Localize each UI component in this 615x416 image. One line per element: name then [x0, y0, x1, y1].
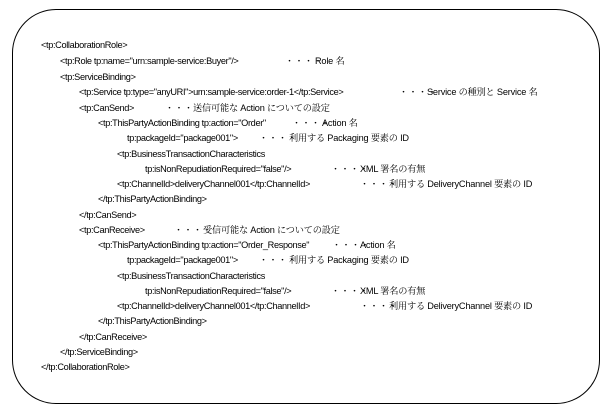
code-line: [98, 239, 396, 251]
annotation-text: 利用する Packaging 要素の ID: [289, 255, 409, 265]
code-text: </tp:CollaborationRole>: [41, 362, 130, 372]
code-text: <tp:Role tp:name="urn:sample-service:Buyer"/>: [60, 56, 239, 66]
leader-dots: ・・・・: [259, 133, 298, 143]
leader-dots: ・・・・: [259, 255, 298, 265]
annotation-text: 受信可能な Action についての設定: [203, 225, 340, 235]
code-line: [79, 102, 330, 114]
code-text: <tp:ChannelId>deliveryChannel001</tp:ChannelId>: [117, 179, 310, 189]
code-line: [79, 331, 147, 343]
code-line: [41, 39, 127, 51]
annotation-text: 利用する DeliveryChannel 要素の ID: [389, 179, 533, 189]
code-text: tp:packageId="package001">: [127, 255, 238, 265]
leader-dots: ・・・・: [331, 286, 370, 296]
annotation-text: Service の種別と Service 名: [427, 87, 538, 97]
code-text: <tp:CanSend>: [79, 103, 135, 113]
leader-dots: ・・・・: [331, 164, 370, 174]
code-line: [117, 270, 265, 282]
code-text: </tp:CanSend>: [79, 210, 137, 220]
annotation-text: 利用する DeliveryChannel 要素の ID: [389, 301, 533, 311]
code-line: [60, 71, 136, 83]
code-line: [98, 315, 207, 327]
code-line: [145, 285, 426, 297]
annotation-text: 利用する Packaging 要素の ID: [289, 133, 409, 143]
code-line: [79, 224, 340, 236]
code-line: [117, 178, 533, 190]
annotation-text: XML 署名の有無: [360, 286, 426, 296]
annotation-text: 送信可能な Action についての設定: [193, 103, 330, 113]
code-text: <tp:ThisPartyActionBinding tp:action="Order_Response": [98, 240, 310, 250]
code-text: </tp:ThisPartyActionBinding>: [98, 194, 207, 204]
code-line: [41, 361, 129, 373]
code-text: </tp:CanReceive>: [79, 332, 147, 342]
code-text: <tp:Service tp:type="anyURI">urn:sample-service:order-1</tp:Service>: [79, 87, 344, 97]
code-text: <tp:CanReceive>: [79, 225, 145, 235]
code-text: <tp:ServiceBinding>: [60, 72, 136, 82]
leader-dots: ・・・・: [360, 179, 399, 189]
rounded-frame: [12, 9, 600, 404]
code-text: <tp:BusinessTransactionCharacteristics: [117, 149, 265, 159]
code-line: [127, 132, 409, 144]
code-line: [127, 254, 409, 266]
leader-dots: ・・・・: [332, 240, 371, 250]
code-text: tp:isNonRepudiationRequired="false"/>: [145, 286, 292, 296]
leader-dots: ・・・・: [285, 56, 324, 66]
code-text: <tp:BusinessTransactionCharacteristics: [117, 271, 265, 281]
code-text: tp:isNonRepudiationRequired="false"/>: [145, 164, 292, 174]
annotation-text: Action 名: [322, 118, 358, 128]
code-line: [117, 300, 533, 312]
leader-dots: ・・・・: [399, 87, 438, 97]
leader-dots: ・・・・: [360, 301, 399, 311]
code-line: [79, 209, 136, 221]
leader-dots: ・・・・: [292, 118, 331, 128]
code-line: [145, 163, 426, 175]
code-line: [79, 86, 538, 98]
code-text: tp:packageId="package001">: [127, 133, 238, 143]
code-line: [98, 117, 358, 129]
code-text: </tp:ThisPartyActionBinding>: [98, 316, 207, 326]
annotation-text: Role 名: [315, 56, 345, 66]
leader-dots: ・・・・: [174, 225, 213, 235]
code-text: </tp:ServiceBinding>: [60, 347, 138, 357]
annotation-text: Action 名: [360, 240, 396, 250]
annotation-text: XML 署名の有無: [360, 164, 426, 174]
code-line: [60, 346, 138, 358]
code-line: [117, 148, 265, 160]
code-text: <tp:CollaborationRole>: [41, 40, 128, 50]
leader-dots: ・・・・: [165, 103, 204, 113]
code-line: [60, 55, 345, 67]
code-text: <tp:ThisPartyActionBinding tp:action="Order": [98, 118, 266, 128]
code-line: [98, 193, 207, 205]
code-text: <tp:ChannelId>deliveryChannel001</tp:ChannelId>: [117, 301, 310, 311]
